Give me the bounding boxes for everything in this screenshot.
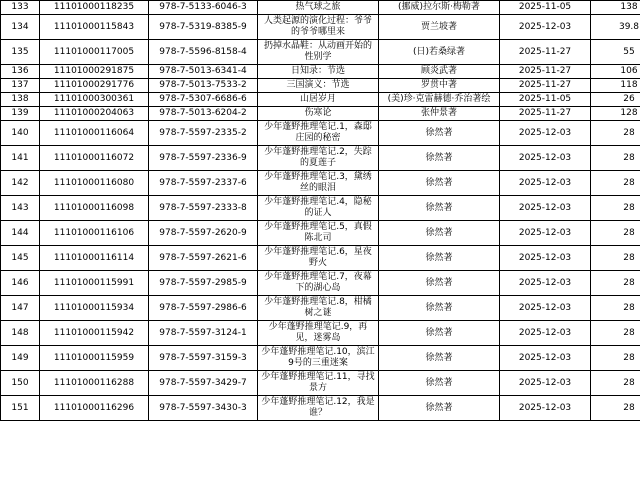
cell-title: 少年蓬野推理笔记.1，森邸庄园的秘密 bbox=[258, 121, 379, 146]
table-body bbox=[1, 1, 640, 421]
table-row bbox=[1, 346, 640, 371]
cell-price: 28 bbox=[591, 121, 640, 146]
cell-price: 106 bbox=[591, 65, 640, 79]
cell-author: 徐然著 bbox=[379, 146, 500, 171]
cell-author: 贾兰坡著 bbox=[379, 15, 500, 40]
cell-price: 26 bbox=[591, 93, 640, 107]
cell-index: 150 bbox=[1, 371, 40, 396]
cell-index: 144 bbox=[1, 221, 40, 246]
cell-isbn: 978-7-5597-2986-6 bbox=[149, 296, 258, 321]
cell-date: 2025-12-03 bbox=[500, 171, 591, 196]
cell-index: 145 bbox=[1, 246, 40, 271]
cell-index: 147 bbox=[1, 296, 40, 321]
cell-isbn: 978-7-5597-2620-9 bbox=[149, 221, 258, 246]
cell-author: 罗贯中著 bbox=[379, 79, 500, 93]
cell-barcode: 11101000116098 bbox=[40, 196, 149, 221]
table-row bbox=[1, 65, 640, 79]
cell-title: 日知录：节选 bbox=[258, 65, 379, 79]
cell-price: 118 bbox=[591, 79, 640, 93]
cell-barcode: 11101000118235 bbox=[40, 1, 149, 15]
cell-barcode: 11101000116288 bbox=[40, 371, 149, 396]
cell-author: 徐然著 bbox=[379, 121, 500, 146]
cell-index: 137 bbox=[1, 79, 40, 93]
cell-author: 徐然著 bbox=[379, 221, 500, 246]
cell-title: 热气球之旅 bbox=[258, 1, 379, 15]
cell-author: (美)珍·克雷赫德·乔治著绘 bbox=[379, 93, 500, 107]
cell-index: 142 bbox=[1, 171, 40, 196]
cell-index: 133 bbox=[1, 1, 40, 15]
cell-isbn: 978-7-5597-2336-9 bbox=[149, 146, 258, 171]
cell-author: 徐然著 bbox=[379, 396, 500, 421]
cell-price: 28 bbox=[591, 296, 640, 321]
cell-date: 2025-12-03 bbox=[500, 15, 591, 40]
cell-author: 徐然著 bbox=[379, 321, 500, 346]
cell-barcode: 11101000117005 bbox=[40, 40, 149, 65]
cell-author: (挪威)拉尔斯·梅勒著 bbox=[379, 1, 500, 15]
cell-isbn: 978-7-5307-6686-6 bbox=[149, 93, 258, 107]
cell-price: 55 bbox=[591, 40, 640, 65]
cell-barcode: 11101000116296 bbox=[40, 396, 149, 421]
cell-date: 2025-11-27 bbox=[500, 79, 591, 93]
cell-index: 138 bbox=[1, 93, 40, 107]
cell-isbn: 978-7-5596-8158-4 bbox=[149, 40, 258, 65]
cell-price: 28 bbox=[591, 271, 640, 296]
cell-date: 2025-12-03 bbox=[500, 221, 591, 246]
cell-price: 28 bbox=[591, 196, 640, 221]
cell-barcode: 11101000116064 bbox=[40, 121, 149, 146]
cell-price: 28 bbox=[591, 171, 640, 196]
cell-isbn: 978-7-5597-3430-3 bbox=[149, 396, 258, 421]
cell-price: 138 bbox=[591, 1, 640, 15]
cell-barcode: 11101000115843 bbox=[40, 15, 149, 40]
cell-title: 少年蓬野推理笔记.7，夜幕下的湖心岛 bbox=[258, 271, 379, 296]
cell-date: 2025-11-27 bbox=[500, 107, 591, 121]
cell-author: 徐然著 bbox=[379, 371, 500, 396]
cell-barcode: 11101000115942 bbox=[40, 321, 149, 346]
cell-barcode: 11101000291875 bbox=[40, 65, 149, 79]
cell-date: 2025-12-03 bbox=[500, 246, 591, 271]
cell-author: 徐然著 bbox=[379, 196, 500, 221]
cell-price: 39.8 bbox=[591, 15, 640, 40]
cell-title: 伤寒论 bbox=[258, 107, 379, 121]
cell-isbn: 978-7-5319-8385-9 bbox=[149, 15, 258, 40]
cell-date: 2025-11-05 bbox=[500, 1, 591, 15]
cell-date: 2025-12-03 bbox=[500, 346, 591, 371]
table-row bbox=[1, 15, 640, 40]
table-row bbox=[1, 79, 640, 93]
cell-date: 2025-12-03 bbox=[500, 296, 591, 321]
cell-author: 徐然著 bbox=[379, 271, 500, 296]
table-row bbox=[1, 121, 640, 146]
cell-title: 少年蓬野推理笔记.11，寻找景方 bbox=[258, 371, 379, 396]
cell-index: 146 bbox=[1, 271, 40, 296]
cell-title: 少年蓬野推理笔记.5，真假陈北司 bbox=[258, 221, 379, 246]
cell-index: 141 bbox=[1, 146, 40, 171]
cell-index: 136 bbox=[1, 65, 40, 79]
cell-isbn: 978-7-5597-3159-3 bbox=[149, 346, 258, 371]
table-row bbox=[1, 271, 640, 296]
cell-date: 2025-12-03 bbox=[500, 371, 591, 396]
cell-barcode: 11101000204063 bbox=[40, 107, 149, 121]
cell-title: 少年蓬野推理笔记.8，柑橘树之谜 bbox=[258, 296, 379, 321]
cell-title: 少年蓬野推理笔记.3，黛绣丝的眼泪 bbox=[258, 171, 379, 196]
table-row bbox=[1, 171, 640, 196]
cell-isbn: 978-7-5597-2985-9 bbox=[149, 271, 258, 296]
cell-title: 少年蓬野推理笔记.6，星夜野火 bbox=[258, 246, 379, 271]
cell-author: 徐然著 bbox=[379, 346, 500, 371]
cell-isbn: 978-7-5133-6046-3 bbox=[149, 1, 258, 15]
cell-price: 28 bbox=[591, 246, 640, 271]
cell-barcode: 11101000116106 bbox=[40, 221, 149, 246]
cell-isbn: 978-7-5597-2335-2 bbox=[149, 121, 258, 146]
cell-date: 2025-12-03 bbox=[500, 321, 591, 346]
cell-title: 山居岁月 bbox=[258, 93, 379, 107]
table-row bbox=[1, 40, 640, 65]
cell-author: 徐然著 bbox=[379, 296, 500, 321]
cell-index: 148 bbox=[1, 321, 40, 346]
cell-title: 人类起源的演化过程：爷爷的爷爷哪里来 bbox=[258, 15, 379, 40]
cell-index: 140 bbox=[1, 121, 40, 146]
cell-barcode: 11101000116080 bbox=[40, 171, 149, 196]
cell-author: 顾炎武著 bbox=[379, 65, 500, 79]
cell-title: 少年蓬野推理笔记.4，隐秘的证人 bbox=[258, 196, 379, 221]
table-row bbox=[1, 1, 640, 15]
cell-title: 少年蓬野推理笔记.12，我是谁？ bbox=[258, 396, 379, 421]
cell-price: 28 bbox=[591, 321, 640, 346]
cell-date: 2025-12-03 bbox=[500, 121, 591, 146]
cell-price: 28 bbox=[591, 396, 640, 421]
cell-date: 2025-12-03 bbox=[500, 396, 591, 421]
cell-price: 28 bbox=[591, 346, 640, 371]
cell-isbn: 978-7-5597-2337-6 bbox=[149, 171, 258, 196]
cell-barcode: 11101000115934 bbox=[40, 296, 149, 321]
cell-barcode: 11101000300361 bbox=[40, 93, 149, 107]
table-row bbox=[1, 371, 640, 396]
table-row bbox=[1, 196, 640, 221]
cell-isbn: 978-7-5013-6204-2 bbox=[149, 107, 258, 121]
cell-date: 2025-11-27 bbox=[500, 40, 591, 65]
cell-title: 少年蓬野推理笔记.9，再见，迷雾岛 bbox=[258, 321, 379, 346]
cell-barcode: 11101000115991 bbox=[40, 271, 149, 296]
cell-index: 149 bbox=[1, 346, 40, 371]
cell-isbn: 978-7-5597-2333-8 bbox=[149, 196, 258, 221]
cell-isbn: 978-7-5597-3124-1 bbox=[149, 321, 258, 346]
cell-index: 143 bbox=[1, 196, 40, 221]
cell-author: 张仲景著 bbox=[379, 107, 500, 121]
table-row bbox=[1, 296, 640, 321]
cell-date: 2025-12-03 bbox=[500, 146, 591, 171]
table-row bbox=[1, 93, 640, 107]
cell-isbn: 978-7-5597-3429-7 bbox=[149, 371, 258, 396]
cell-date: 2025-12-03 bbox=[500, 271, 591, 296]
cell-barcode: 11101000116114 bbox=[40, 246, 149, 271]
table-row bbox=[1, 321, 640, 346]
cell-date: 2025-11-27 bbox=[500, 65, 591, 79]
cell-title: 少年蓬野推理笔记.10，滨江9号的三重迷案 bbox=[258, 346, 379, 371]
cell-author: 徐然著 bbox=[379, 171, 500, 196]
cell-title: 少年蓬野推理笔记.2，失踪的夏莲子 bbox=[258, 146, 379, 171]
cell-barcode: 11101000116072 bbox=[40, 146, 149, 171]
cell-barcode: 11101000291776 bbox=[40, 79, 149, 93]
cell-price: 128 bbox=[591, 107, 640, 121]
cell-date: 2025-11-05 bbox=[500, 93, 591, 107]
table-row bbox=[1, 107, 640, 121]
cell-price: 28 bbox=[591, 371, 640, 396]
table-row bbox=[1, 396, 640, 421]
cell-isbn: 978-7-5013-7533-2 bbox=[149, 79, 258, 93]
cell-price: 28 bbox=[591, 146, 640, 171]
cell-author: 徐然著 bbox=[379, 246, 500, 271]
table-row bbox=[1, 246, 640, 271]
cell-barcode: 11101000115959 bbox=[40, 346, 149, 371]
cell-index: 139 bbox=[1, 107, 40, 121]
cell-isbn: 978-7-5013-6341-4 bbox=[149, 65, 258, 79]
cell-index: 134 bbox=[1, 15, 40, 40]
cell-author: (日)若桑绿著 bbox=[379, 40, 500, 65]
cell-date: 2025-12-03 bbox=[500, 196, 591, 221]
cell-index: 151 bbox=[1, 396, 40, 421]
cell-title: 扔掉水晶鞋：从动画开始的性别学 bbox=[258, 40, 379, 65]
cell-index: 135 bbox=[1, 40, 40, 65]
table-row bbox=[1, 221, 640, 246]
cell-price: 28 bbox=[591, 221, 640, 246]
cell-title: 三国演义：节选 bbox=[258, 79, 379, 93]
table-row bbox=[1, 146, 640, 171]
cell-isbn: 978-7-5597-2621-6 bbox=[149, 246, 258, 271]
